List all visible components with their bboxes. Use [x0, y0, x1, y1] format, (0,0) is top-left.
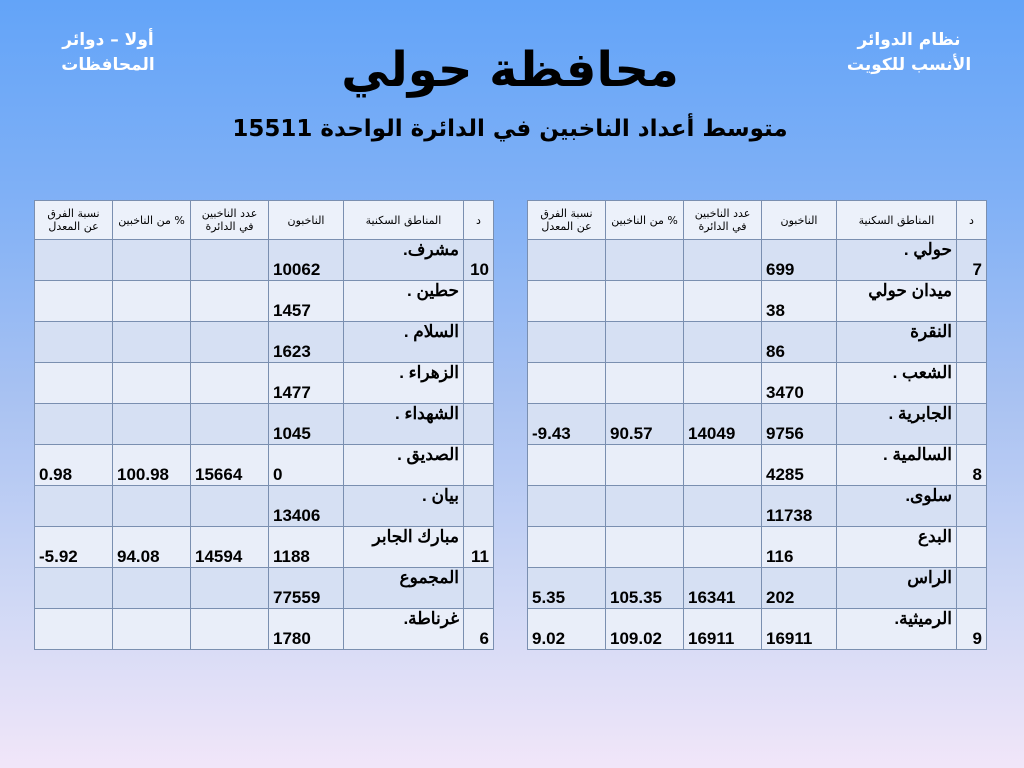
- cell-num: [464, 404, 494, 445]
- cell-area: الرميثية.: [837, 609, 957, 650]
- col-header-pct: % من الناخبين: [606, 201, 684, 240]
- col-header-district-voters: عدد الناخبين في الدائرة: [684, 201, 762, 240]
- cell-district-voters: [684, 527, 762, 568]
- table-row: [35, 240, 494, 281]
- cell-pct: [113, 609, 191, 650]
- cell-diff: [528, 322, 606, 363]
- cell-diff: [35, 404, 113, 445]
- system-caption-line1: نظام الدوائر: [857, 30, 961, 50]
- cell-area: الراس: [837, 568, 957, 609]
- cell-district-voters: 14594: [191, 527, 269, 568]
- table-row: [35, 609, 494, 650]
- table-row: [528, 568, 987, 609]
- cell-diff: 9.43-: [528, 404, 606, 445]
- cell-num: 7: [957, 240, 987, 281]
- col-header-num: د: [957, 201, 987, 240]
- cell-pct: [113, 281, 191, 322]
- cell-pct: [606, 363, 684, 404]
- cell-district-voters: 15664: [191, 445, 269, 486]
- cell-voters: 1623: [269, 322, 344, 363]
- cell-voters: 86: [762, 322, 837, 363]
- cell-area: غرناطة.: [344, 609, 464, 650]
- table-row: [35, 322, 494, 363]
- cell-voters: 10062: [269, 240, 344, 281]
- cell-district-voters: [684, 445, 762, 486]
- cell-num: [464, 486, 494, 527]
- cell-pct: [606, 486, 684, 527]
- cell-pct: [606, 281, 684, 322]
- table-row: [35, 363, 494, 404]
- cell-num: [957, 404, 987, 445]
- table-row: [35, 527, 494, 568]
- cell-voters: 77559: [269, 568, 344, 609]
- cell-num: [957, 527, 987, 568]
- cell-diff: [35, 322, 113, 363]
- cell-district-voters: [684, 281, 762, 322]
- cell-voters: 699: [762, 240, 837, 281]
- cell-district-voters: [191, 486, 269, 527]
- table-row: [528, 281, 987, 322]
- cell-area: الجابرية .: [837, 404, 957, 445]
- table-row: [528, 486, 987, 527]
- cell-num: [464, 568, 494, 609]
- col-header-voters: الناخبون: [269, 201, 344, 240]
- cell-voters: 13406: [269, 486, 344, 527]
- table-header-row: [35, 201, 494, 240]
- cell-diff: [35, 281, 113, 322]
- col-header-diff: نسبة الفرق عن المعدل: [528, 201, 606, 240]
- cell-area: الشهداء .: [344, 404, 464, 445]
- cell-diff: [35, 486, 113, 527]
- cell-area: السلام .: [344, 322, 464, 363]
- cell-area: ميدان حولي: [837, 281, 957, 322]
- cell-diff: [528, 527, 606, 568]
- cell-voters: 116: [762, 527, 837, 568]
- cell-voters: 1045: [269, 404, 344, 445]
- col-header-area: المناطق السكنية: [837, 201, 957, 240]
- cell-diff: 9.02: [528, 609, 606, 650]
- cell-area: حطين .: [344, 281, 464, 322]
- cell-pct: [113, 363, 191, 404]
- cell-area: سلوى.: [837, 486, 957, 527]
- cell-voters: 11738: [762, 486, 837, 527]
- cell-pct: [606, 445, 684, 486]
- cell-num: [464, 281, 494, 322]
- cell-district-voters: [191, 609, 269, 650]
- cell-area: الصديق .: [344, 445, 464, 486]
- cell-diff: [35, 609, 113, 650]
- cell-pct: [606, 322, 684, 363]
- cell-area: البدع: [837, 527, 957, 568]
- table-row: [35, 445, 494, 486]
- cell-pct: [606, 240, 684, 281]
- cell-district-voters: 16911: [684, 609, 762, 650]
- cell-diff: [528, 486, 606, 527]
- cell-pct: [113, 240, 191, 281]
- cell-voters: 16911: [762, 609, 837, 650]
- cell-voters: 1457: [269, 281, 344, 322]
- col-header-area: المناطق السكنية: [344, 201, 464, 240]
- system-caption-line2: الأنسب للكويت: [846, 55, 972, 75]
- table-row: [528, 445, 987, 486]
- cell-num: [464, 363, 494, 404]
- cell-district-voters: [191, 240, 269, 281]
- table-row: [35, 404, 494, 445]
- cell-pct: 109.02: [606, 609, 684, 650]
- cell-pct: 94.08: [113, 527, 191, 568]
- cell-district-voters: [684, 322, 762, 363]
- cell-area: الزهراء .: [344, 363, 464, 404]
- system-caption: [834, 28, 984, 78]
- cell-district-voters: [191, 363, 269, 404]
- cell-diff: 0.98: [35, 445, 113, 486]
- section-caption-line1: أولا – دوائر: [62, 30, 154, 50]
- cell-num: [464, 445, 494, 486]
- cell-voters: 9756: [762, 404, 837, 445]
- table-row: [528, 527, 987, 568]
- cell-num: [957, 322, 987, 363]
- cell-num: [957, 363, 987, 404]
- cell-pct: 90.57: [606, 404, 684, 445]
- cell-voters: 3470: [762, 363, 837, 404]
- cell-pct: [113, 404, 191, 445]
- cell-district-voters: [684, 486, 762, 527]
- cell-diff: [35, 240, 113, 281]
- section-caption-line2: المحافظات: [61, 55, 155, 75]
- table-row: [528, 363, 987, 404]
- table-row: [35, 486, 494, 527]
- page-subtitle: متوسط أعداد الناخبين في الدائرة الواحدة 15511: [232, 116, 788, 142]
- cell-area: الشعب .: [837, 363, 957, 404]
- col-header-district-voters: عدد الناخبين في الدائرة: [191, 201, 269, 240]
- col-header-voters: الناخبون: [762, 201, 837, 240]
- cell-diff: 5.92-: [35, 527, 113, 568]
- cell-area: حولي .: [837, 240, 957, 281]
- cell-diff: [35, 363, 113, 404]
- section-caption: [38, 28, 178, 78]
- cell-num: 6: [464, 609, 494, 650]
- cell-district-voters: [191, 281, 269, 322]
- cell-diff: [35, 568, 113, 609]
- districts-table-right: [527, 200, 987, 650]
- cell-voters: 38: [762, 281, 837, 322]
- cell-district-voters: [191, 568, 269, 609]
- table-row: [528, 609, 987, 650]
- cell-voters: 0: [269, 445, 344, 486]
- col-header-diff: نسبة الفرق عن المعدل: [35, 201, 113, 240]
- cell-voters: 1188: [269, 527, 344, 568]
- cell-district-voters: [191, 404, 269, 445]
- cell-diff: [528, 445, 606, 486]
- cell-district-voters: 14049: [684, 404, 762, 445]
- cell-num: 9: [957, 609, 987, 650]
- cell-diff: [528, 281, 606, 322]
- cell-district-voters: [684, 363, 762, 404]
- cell-num: [957, 281, 987, 322]
- cell-voters: 1477: [269, 363, 344, 404]
- cell-diff: 5.35: [528, 568, 606, 609]
- cell-pct: [113, 568, 191, 609]
- cell-voters: 4285: [762, 445, 837, 486]
- cell-voters: 1780: [269, 609, 344, 650]
- col-header-pct: % من الناخبين: [113, 201, 191, 240]
- cell-district-voters: [684, 240, 762, 281]
- districts-table-left: [34, 200, 494, 650]
- cell-district-voters: 16341: [684, 568, 762, 609]
- cell-area: المجموع: [344, 568, 464, 609]
- page-title: محافظة حولي: [341, 42, 679, 98]
- cell-pct: [113, 486, 191, 527]
- table-row: [528, 240, 987, 281]
- cell-num: [957, 568, 987, 609]
- table-row: [528, 322, 987, 363]
- cell-district-voters: [191, 322, 269, 363]
- cell-area: بيان .: [344, 486, 464, 527]
- cell-pct: [606, 527, 684, 568]
- cell-pct: [113, 322, 191, 363]
- table-header-row: [528, 201, 987, 240]
- cell-diff: [528, 240, 606, 281]
- cell-num: 10: [464, 240, 494, 281]
- cell-diff: [528, 363, 606, 404]
- cell-num: 11: [464, 527, 494, 568]
- col-header-num: د: [464, 201, 494, 240]
- table-row: [35, 281, 494, 322]
- cell-pct: 105.35: [606, 568, 684, 609]
- cell-num: 8: [957, 445, 987, 486]
- table-row: [35, 568, 494, 609]
- cell-num: [957, 486, 987, 527]
- cell-area: السالمية .: [837, 445, 957, 486]
- cell-pct: 100.98: [113, 445, 191, 486]
- cell-area: مبارك الجابر: [344, 527, 464, 568]
- cell-num: [464, 322, 494, 363]
- cell-area: مشرف.: [344, 240, 464, 281]
- cell-area: النقرة: [837, 322, 957, 363]
- table-row: [528, 404, 987, 445]
- cell-voters: 202: [762, 568, 837, 609]
